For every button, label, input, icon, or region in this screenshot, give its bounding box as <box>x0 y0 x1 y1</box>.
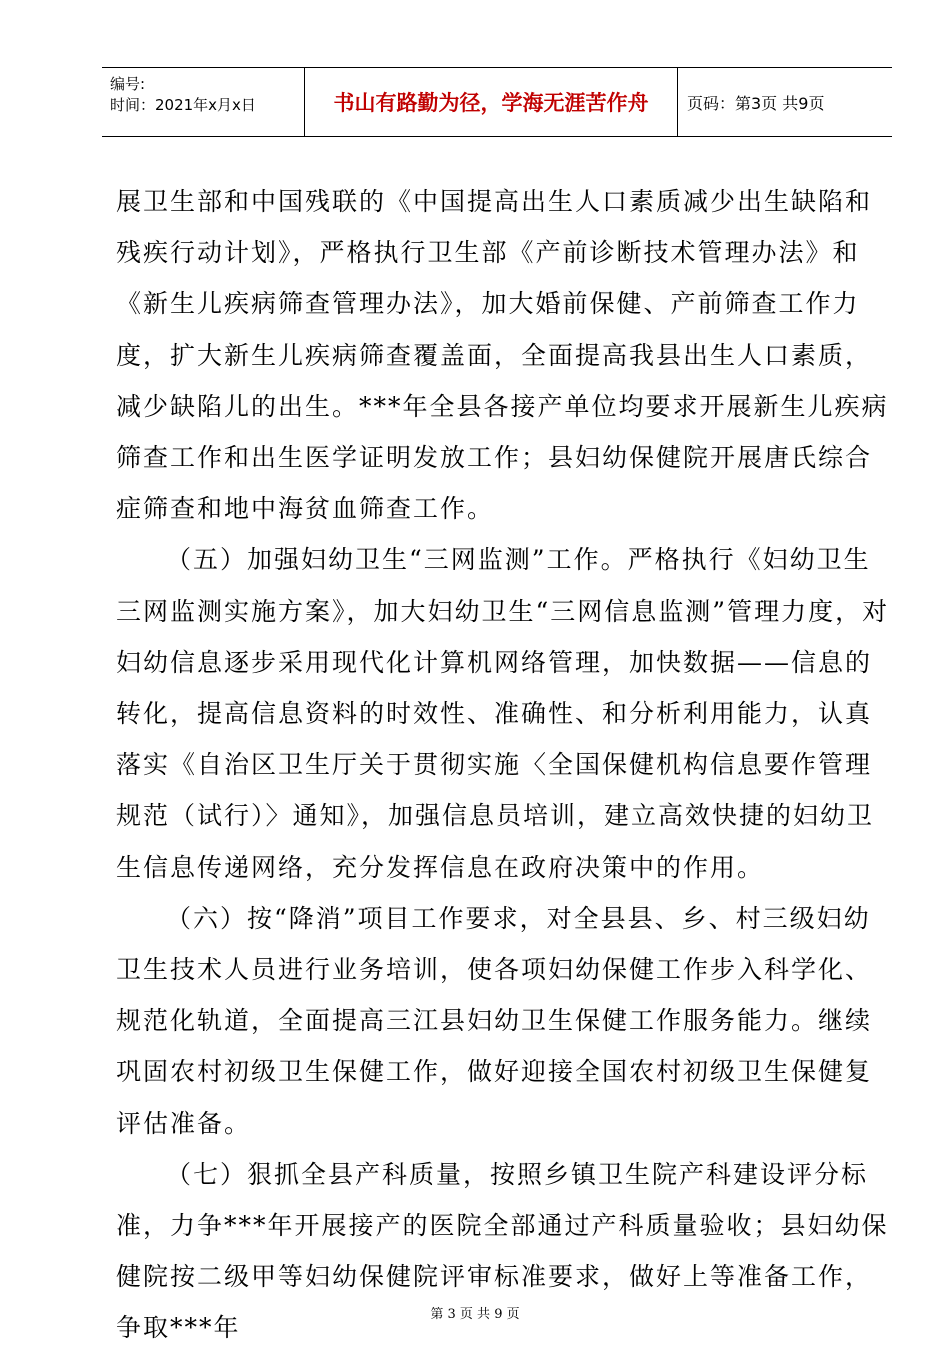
header-page-info: 页码：第3页 共9页 <box>687 93 825 113</box>
document-body <box>116 176 892 1354</box>
paragraph-section-5: （五）加强妇幼卫生“三网监测”工作。严格执行《妇幼卫生三网监测实施方案》，加大妇幼卫生“三网信息监测”管理力度，对妇幼信息逐步采用现代化计算机网络管理，加快数据——信息的转化，提高信息资料的时效性、准确性、和分析利用能力，认真落实《自治区卫生厅关于贯彻实施〈全国保健机构信息要作管理规范（试行）〉通知》，加强信息员培训，建立高效快捷的妇幼卫生信息传递网络，充分发挥信息在政府决策中的作用。 <box>116 545 890 882</box>
header-motto: 书山有路勤为径，学海无涯苦作舟 <box>304 68 678 136</box>
paragraph-section-6: （六）按“降消”项目工作要求，对全县县、乡、村三级妇幼卫生技术人员进行业务培训，使各项妇幼保健工作步入科学化、规范化轨道，全面提高三江县妇幼卫生保健工作服务能力。继续巩固农村初级卫生保健工作，做好迎接全国农村初级卫生保健复评估准备。 <box>116 903 873 1138</box>
document-number-label: 编号: <box>110 75 146 93</box>
paragraph-continued: 展卫生部和中国残联的《中国提高出生人口素质减少出生缺陷和残疾行动计划》，严格执行卫生部《产前诊断技术管理办法》和《新生儿疾病筛查管理办法》，加大婚前保健、产前筛查工作力度，扩大新生儿疾病筛查覆盖面，全面提高我县出生人口素质，减少缺陷儿的出生。***年全县各接产单位均要求开展新生儿疾病筛查工作和出生医学证明发放工作；县妇幼保健院开展唐氏综合症筛查和地中海贫血筛查工作。 <box>116 187 889 524</box>
page-footer: 第 3 页 共 9 页 <box>430 1307 520 1322</box>
header-meta <box>102 68 304 136</box>
paragraph-section-7: （七）狠抓全县产科质量，按照乡镇卫生院产科建设评分标准，力争***年开展接产的医院全部通过产科质量验收；县妇幼保健院按二级甲等妇幼保健院评审标准要求，做好上等准备工作，争取***年 <box>116 1159 889 1343</box>
document-date-label: 时间：2021年x月x日 <box>110 96 256 114</box>
page-header <box>102 67 892 137</box>
